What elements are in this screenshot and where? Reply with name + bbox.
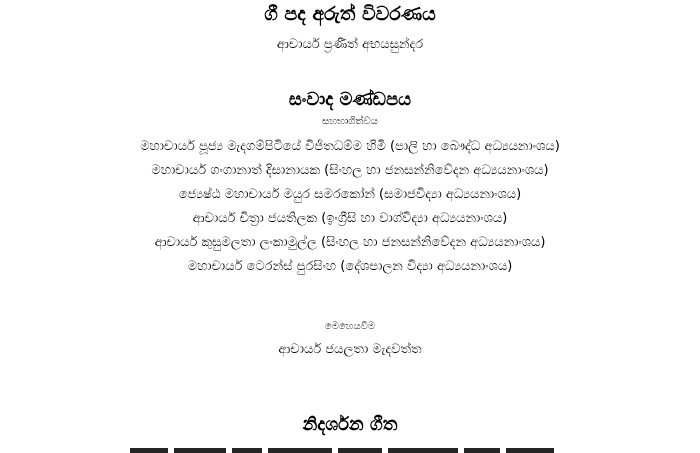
participant-line: ජ්‍යෙෂ්ඨ මහාචාර්ය මයුර සමරකෝන් (සමාජවිද්‍යා අධ්‍යයනාංශය) xyxy=(178,187,522,202)
participant-line: මහාචාර්ය පූජ්‍ය මැදගම්පිටියේ විජිතධම්ම හිමි (පාලි හා බෞද්ධ අධ්‍යයනාංශය) xyxy=(140,139,560,154)
participant-line: ආචාර්ය චිත්‍රා ජයතිලක (ඉංග්‍රීසි හා වාග්විද්‍යා අධ්‍යයනාංශය) xyxy=(192,211,508,226)
section-title-example-songs: නිදර්ශන ගීත xyxy=(302,414,398,435)
participant-line: ආචාර්ය කුසුමලතා ලංකාමුල්ල (සිංහල හා ජනසන්නිවේදන අධ්‍යයනාංශය) xyxy=(154,235,546,250)
moderator-label: මෙහෙයවීම xyxy=(324,321,376,332)
moderator-name: ආචාර්ය ජයලතා මැදවත්ත xyxy=(278,342,422,357)
participants-label: සහභාගිත්වය xyxy=(322,116,378,127)
cut-off-text-line xyxy=(130,443,570,453)
participant-line: මහාචාර්ය ගංගානාත් දිසානායක (සිංහල හා ජනසන්නිවේදන අධ්‍යයනාංශය) xyxy=(151,163,549,178)
participants-list xyxy=(0,135,700,279)
presenter-name: ආචාර්ය ප්‍රණීත් අභයසුන්දර xyxy=(276,37,424,52)
participant-line: මහාචාර්ය ටෙරන්ස් පුරසිංහ (දේශපාලන විද්‍යා අධ්‍යයනාංශය) xyxy=(187,259,513,274)
section-title-lyrics-interpretation: ගී පද අරුත් විවරණය xyxy=(264,3,436,25)
section-title-discussion-panel: සංවාද මණ්ඩපය xyxy=(288,89,412,110)
